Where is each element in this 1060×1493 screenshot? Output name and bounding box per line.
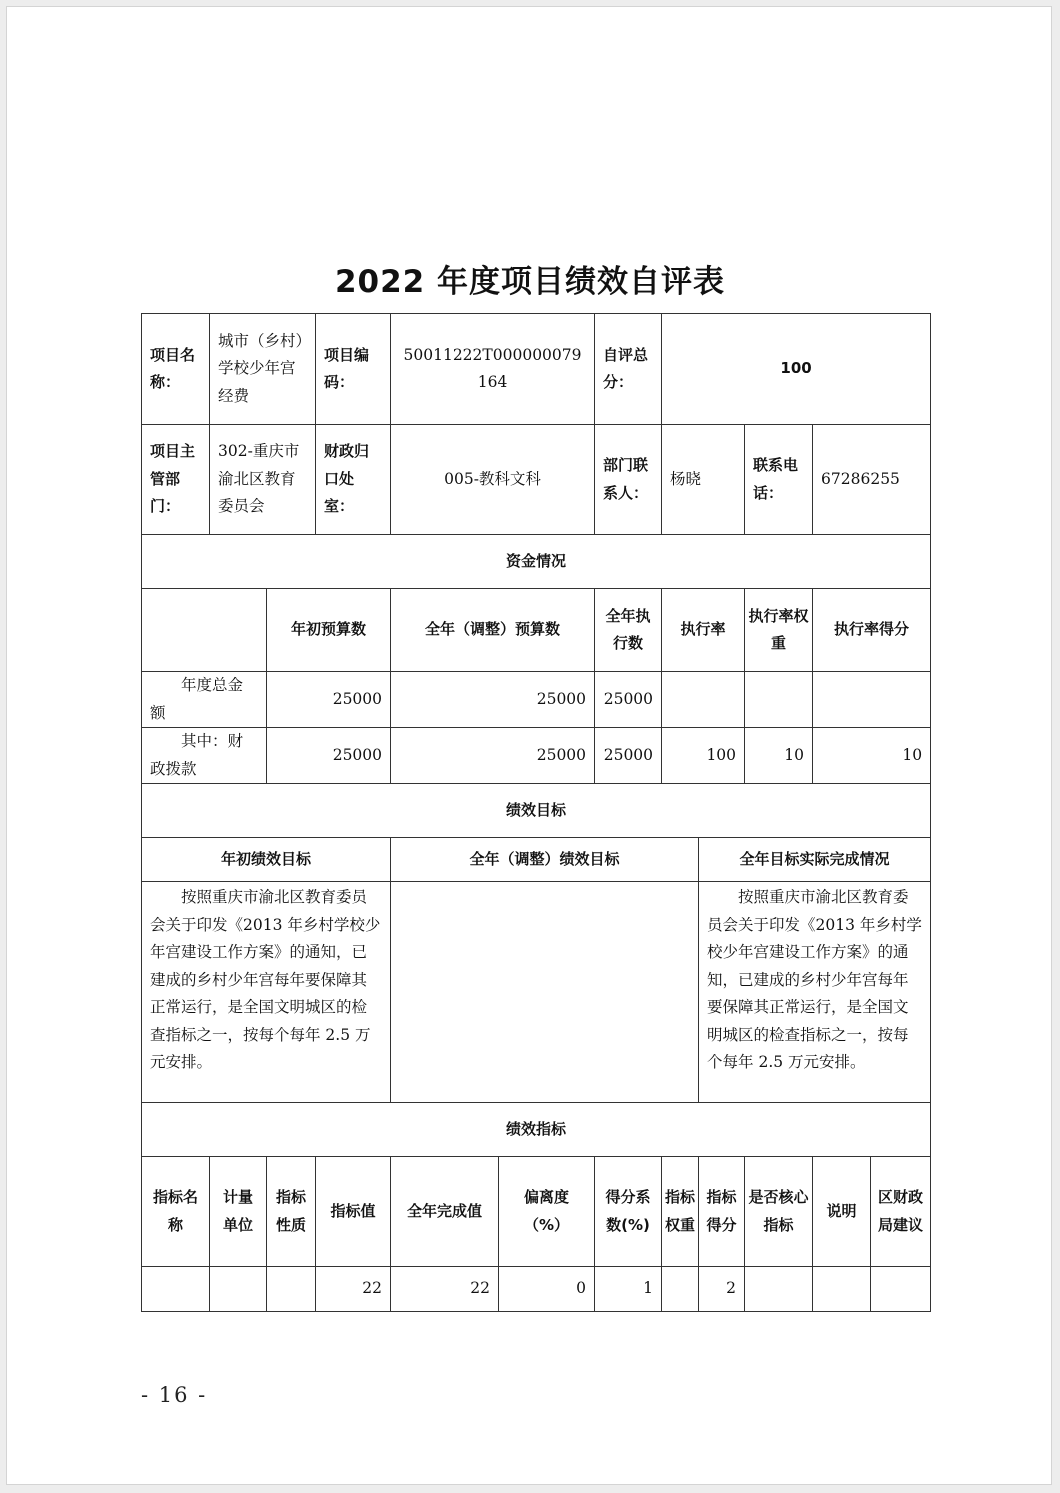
table-row [142,672,931,728]
indicators-section-header: 绩效指标 [142,1103,931,1157]
indicator-cell [662,1267,699,1312]
table-row [142,728,931,784]
funds-cell-weight: 10 [745,728,813,784]
indicator-header-completed: 全年完成值 [391,1157,499,1267]
project-name-label: 项目名称： [142,314,210,425]
indicator-cell [745,1267,813,1312]
funds-header-rate: 执行率 [662,589,745,672]
funds-row-label: 年度总金额 [142,672,267,728]
project-name-value: 城市（乡村）学校少年宫经费 [210,314,316,425]
goals-section-header: 绩效目标 [142,784,931,838]
indicator-header-unit: 计量单位 [210,1157,267,1267]
dept-label: 项目主管部门： [142,425,210,535]
funds-cell-score [813,672,931,728]
indicator-cell: 1 [595,1267,662,1312]
goals-header-actual: 全年目标实际完成情况 [699,838,931,882]
indicator-cell [142,1267,210,1312]
goals-adjusted-text [391,882,699,1103]
indicator-cell: 22 [391,1267,499,1312]
page-title: 2022 年度项目绩效自评表 [334,264,726,300]
indicator-cell [210,1267,267,1312]
self-score-label: 自评总分： [595,314,662,425]
self-score-value: 100 [662,314,931,425]
goals-header-adjusted: 全年（调整）绩效目标 [391,838,699,882]
funds-cell-executed: 25000 [595,728,662,784]
indicator-header-core: 是否核心指标 [745,1157,813,1267]
contact-value: 杨晓 [662,425,745,535]
performance-table [141,313,931,1312]
indicator-header-coefficient: 得分系数(%) [595,1157,662,1267]
indicator-header-suggestion: 区财政局建议 [871,1157,931,1267]
table-row [142,1267,931,1312]
funds-cell-weight [745,672,813,728]
indicator-header-name: 指标名称 [142,1157,210,1267]
funds-cell-score: 10 [813,728,931,784]
funds-cell-adjusted: 25000 [391,728,595,784]
project-code-value: 50011222T000000079164 [391,314,595,425]
office-value: 005-教科文科 [391,425,595,535]
goals-actual-text: 按照重庆市渝北区教育委员会关于印发《2013 年乡村学校少年宫建设工作方案》的通知，已建成的乡村少年宫每年要保障其正常运行，是全国文明城区的检查指标之一，按每个每年 2.5 万元安排。 [699,882,931,1103]
indicator-cell [267,1267,316,1312]
funds-cell-rate: 100 [662,728,745,784]
phone-label: 联系电话： [745,425,813,535]
indicator-cell [813,1267,871,1312]
funds-header-score: 执行率得分 [813,589,931,672]
indicator-header-deviation: 偏离度（%） [499,1157,595,1267]
dept-value: 302-重庆市渝北区教育委员会 [210,425,316,535]
page-number: - 16 - [141,1383,208,1407]
indicator-cell [871,1267,931,1312]
office-label: 财政归口处室： [316,425,391,535]
indicator-header-nature: 指标性质 [267,1157,316,1267]
funds-row-label: 其中：财政拨款 [142,728,267,784]
project-code-label: 项目编码： [316,314,391,425]
indicator-header-weight: 指标权重 [662,1157,699,1267]
goals-initial-text: 按照重庆市渝北区教育委员会关于印发《2013 年乡村学校少年宫建设工作方案》的通知，已建成的乡村少年宫每年要保障其正常运行，是全国文明城区的检查指标之一，按每个每年 2.5 万元安排。 [142,882,391,1103]
indicator-header-note: 说明 [813,1157,871,1267]
funds-cell-budget: 25000 [267,728,391,784]
funds-cell-budget: 25000 [267,672,391,728]
indicator-cell: 0 [499,1267,595,1312]
funds-section-header: 资金情况 [142,535,931,589]
funds-cell-adjusted: 25000 [391,672,595,728]
funds-cell-rate [662,672,745,728]
indicator-cell: 22 [316,1267,391,1312]
funds-header-executed: 全年执行数 [595,589,662,672]
funds-header-weight: 执行率权重 [745,589,813,672]
indicator-header-value: 指标值 [316,1157,391,1267]
goals-header-initial: 年初绩效目标 [142,838,391,882]
funds-header-adjusted: 全年（调整）预算数 [391,589,595,672]
indicator-header-score: 指标得分 [699,1157,745,1267]
phone-value: 67286255 [813,425,931,535]
contact-label: 部门联系人： [595,425,662,535]
funds-cell-executed: 25000 [595,672,662,728]
funds-header-blank [142,589,267,672]
indicator-cell: 2 [699,1267,745,1312]
funds-header-budget: 年初预算数 [267,589,391,672]
